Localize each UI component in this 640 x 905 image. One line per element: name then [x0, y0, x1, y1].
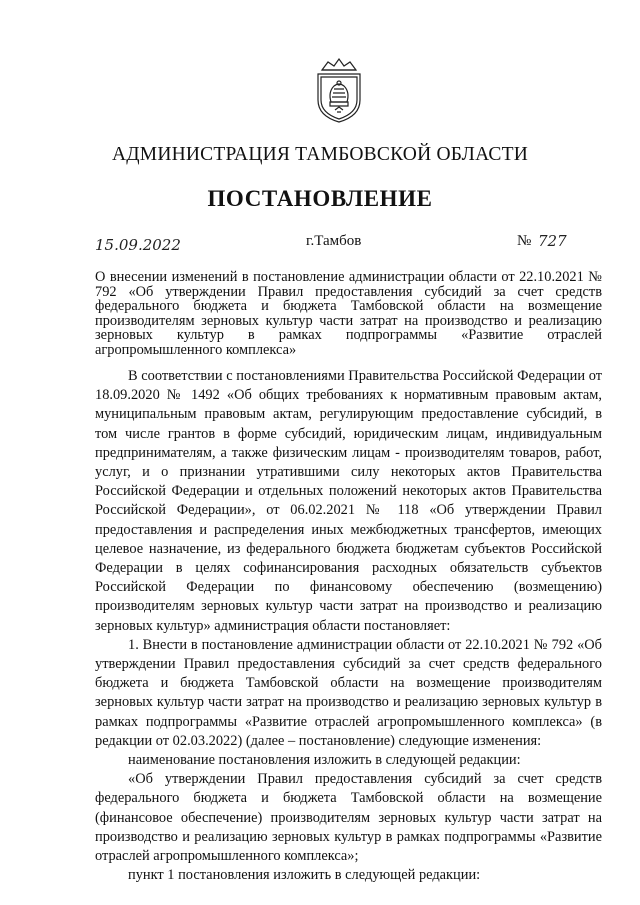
- coat-of-arms-icon: [310, 56, 368, 124]
- document-body: [95, 367, 602, 885]
- document-date: 15.09.2022: [95, 236, 181, 254]
- body-paragraph-point-1: пункт 1 постановления изложить в следующей редакции:: [128, 867, 481, 884]
- body-paragraph-item-1: 1. Внести в постановление администрации области от 22.10.2021 № 792 «Об утверждении Правил предоставления субсидий за счет средств федерального бюджета и бюджета Тамбовской области на возмещение производителям зерновых культур части затрат на производство и реализацию зерновых культур в рамках подпрограммы «Развитие отраслей агропромышленного комплекса» (в редакции от 02.03.2022) (далее – постановление) следующие изменения:: [95, 636, 602, 749]
- document-number-label: №: [517, 233, 532, 249]
- document-number: 727: [538, 232, 567, 250]
- body-paragraph-preamble: В соответствии с постановлениями Правительства Российской Федерации от 18.09.2020 № 1492 «Об общих требованиях к нормативным правовым актам, муниципальным правовым актам, регулирующим предоставление субсидий, в том числе грантов в форме субсидий, юридическим лицам, индивидуальным предпринимателям, а также физическим лицам - производителям товаров, работ, услуг, и о признании утратившими силу некоторых актов Правительства Российской Федерации и отдельных положений некоторых актов Правительства Российской Федерации», от 06.02.2021 № 118 «Об утверждении Правил предоставления и распределения иных межбюджетных трансфертов, имеющих целевое назначение, из федерального бюджета бюджетам субъектов Российской Федерации в целях софинансирования расходных обязательств субъектов Российской Федерации по финансовому обеспечению (возмещению) производителям зерновых культур части затрат на производство и реализацию зерновых культур» администрация области постановляет:: [95, 368, 602, 634]
- document-city: г.Тамбов: [306, 233, 362, 249]
- body-paragraph-new-title: «Об утверждении Правил предоставления субсидий за счет средств федерального бюджета и бюджета Тамбовской области на возмещение (финансовое обеспечение) производителям зерновых культур части затрат на производство и реализацию зерновых культур в рамках подпрограммы «Развитие отраслей агропромышленного комплекса»;: [95, 771, 602, 865]
- document-subject: О внесении изменений в постановление администрации области от 22.10.2021 № 792 «Об утверждении Правил предоставления субсидий за счет средств федерального бюджета и бюджета Тамбовской области на возмещение производителям зерновых культур части затрат на производство и реализацию зерновых культур в рамках подпрограммы «Развитие отраслей агропромышленного комплекса»: [95, 269, 602, 358]
- organization-title: АДМИНИСТРАЦИЯ ТАМБОВСКОЙ ОБЛАСТИ: [112, 144, 528, 165]
- body-paragraph-title-change: наименование постановления изложить в следующей редакции:: [128, 752, 521, 769]
- document-type-title: ПОСТАНОВЛЕНИЕ: [207, 186, 433, 211]
